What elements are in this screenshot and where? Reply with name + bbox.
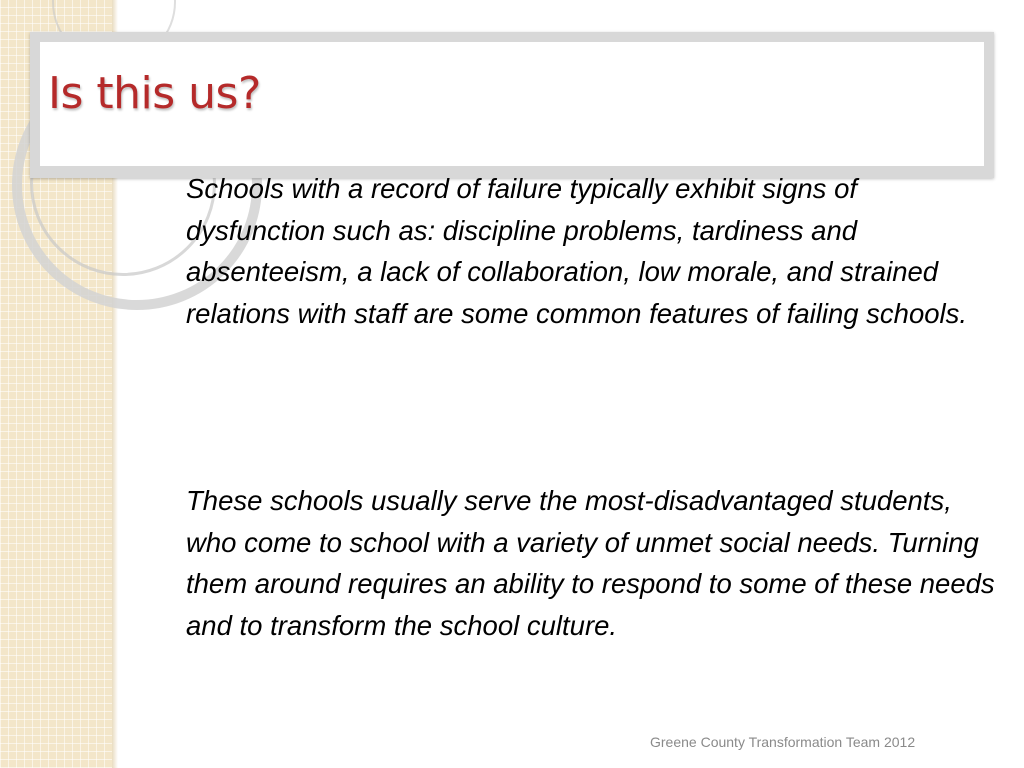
body-paragraph-1: Schools with a record of failure typically exhibit signs of dysfunction such as: discipline problems, tardiness and absenteeism, a lack of collaboration, low morale, and strained relations with staff are some common features of failing schools. — [186, 173, 968, 329]
slide-footer: Greene County Transformation Team 2012 — [650, 734, 916, 750]
title-frame — [30, 32, 994, 178]
title-box — [40, 42, 984, 166]
body-paragraph-2: These schools usually serve the most-disadvantaged students, who come to school with a variety of unmet social needs. Turning them around requires an ability to respond to some of these needs and to transform the school culture. — [186, 485, 995, 641]
slide-title: Is this us? — [48, 68, 261, 119]
